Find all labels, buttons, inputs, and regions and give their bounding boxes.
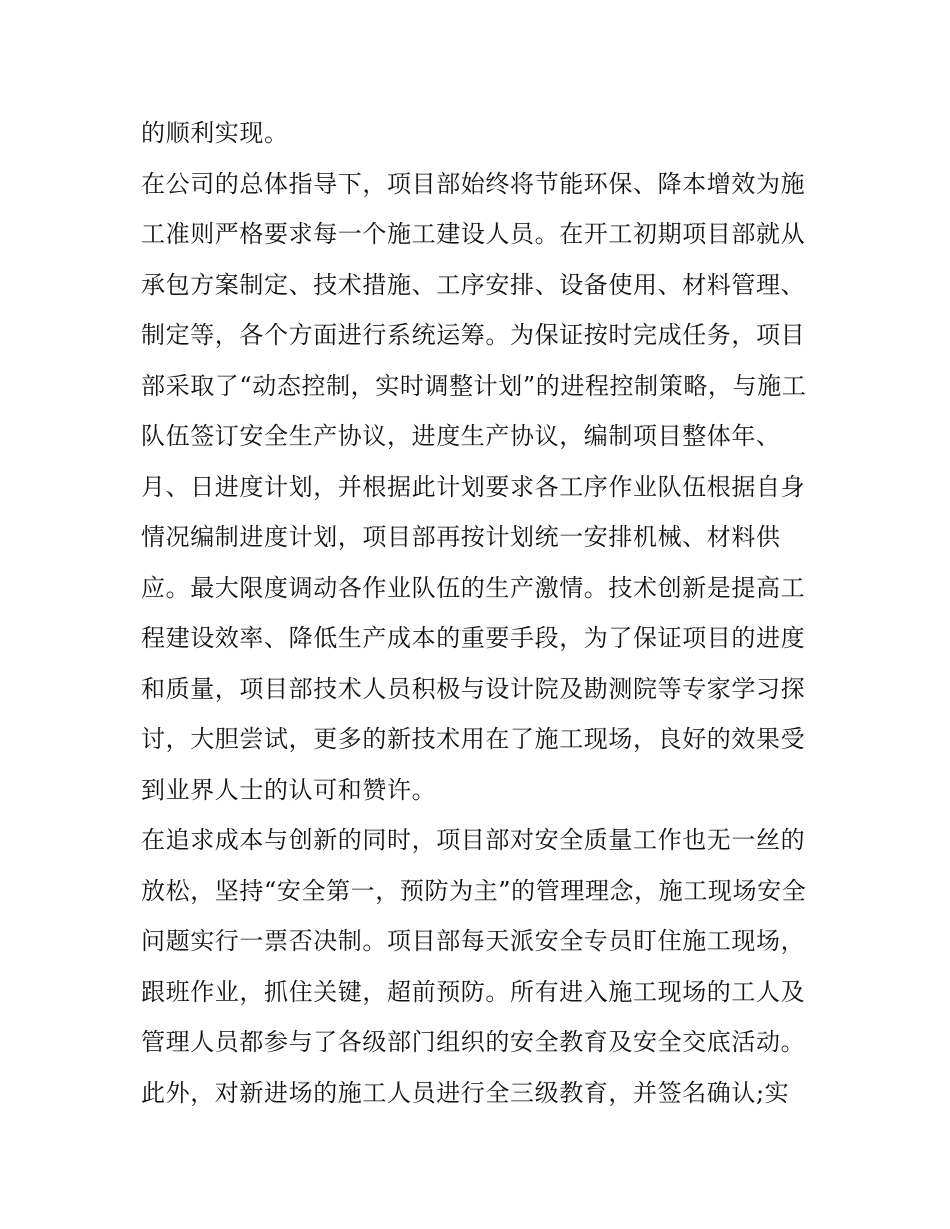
text-line: 工准则严格要求每一个施工建设人员。在开工初期项目部就从	[141, 220, 806, 248]
text-line: 承包方案制定、技术措施、工序安排、设备使用、材料管理、	[141, 270, 806, 299]
text-line: 问题实行一票否决制。项目部每天派安全专员盯住施工现场，	[141, 927, 806, 955]
text-line: 程建设效率、降低生产成本的重要手段，为了保证项目的进度	[141, 624, 806, 652]
text-line: 和质量，项目部技术人员积极与设计院及勘测院等专家学习探	[141, 674, 806, 703]
text-line: 放松，坚持“安全第一，预防为主”的管理理念，施工现场安全	[141, 876, 807, 905]
text-line: 情况编制进度计划，项目部再按计划统一安排机械、材料供	[141, 523, 781, 551]
text-line: 到业界人士的认可和赞许。	[141, 775, 437, 804]
text-line: 此外，对新进场的施工人员进行全三级教育，并签名确认;实	[141, 1078, 790, 1107]
text-line: 跟班作业，抓住关键，超前预防。所有进入施工现场的工人及	[141, 977, 806, 1006]
text-line: 在公司的总体指导下，项目部始终将节能环保、降本增效为施	[141, 169, 806, 198]
text-line: 在追求成本与创新的同时，项目部对安全质量工作也无一丝的	[141, 826, 806, 854]
text-line: 月、日进度计划，并根据此计划要求各工序作业队伍根据自身	[141, 472, 806, 501]
text-line: 的顺利实现。	[141, 119, 289, 147]
text-line: 讨，大胆尝试，更多的新技术用在了施工现场，良好的效果受	[141, 725, 806, 753]
text-line: 应。最大限度调动各作业队伍的生产激情。技术创新是提高工	[141, 573, 806, 602]
text-line: 制定等，各个方面进行系统运筹。为保证按时完成任务，项目	[141, 321, 806, 349]
text-line: 部采取了“动态控制，实时调整计划”的进程控制策略，与施工	[141, 371, 807, 400]
text-line: 队伍签订安全生产协议，进度生产协议，编制项目整体年、	[141, 422, 781, 450]
body-text	[141, 108, 821, 1118]
text-line: 管理人员都参与了各级部门组织的安全教育及安全交底活动。	[141, 1028, 806, 1056]
